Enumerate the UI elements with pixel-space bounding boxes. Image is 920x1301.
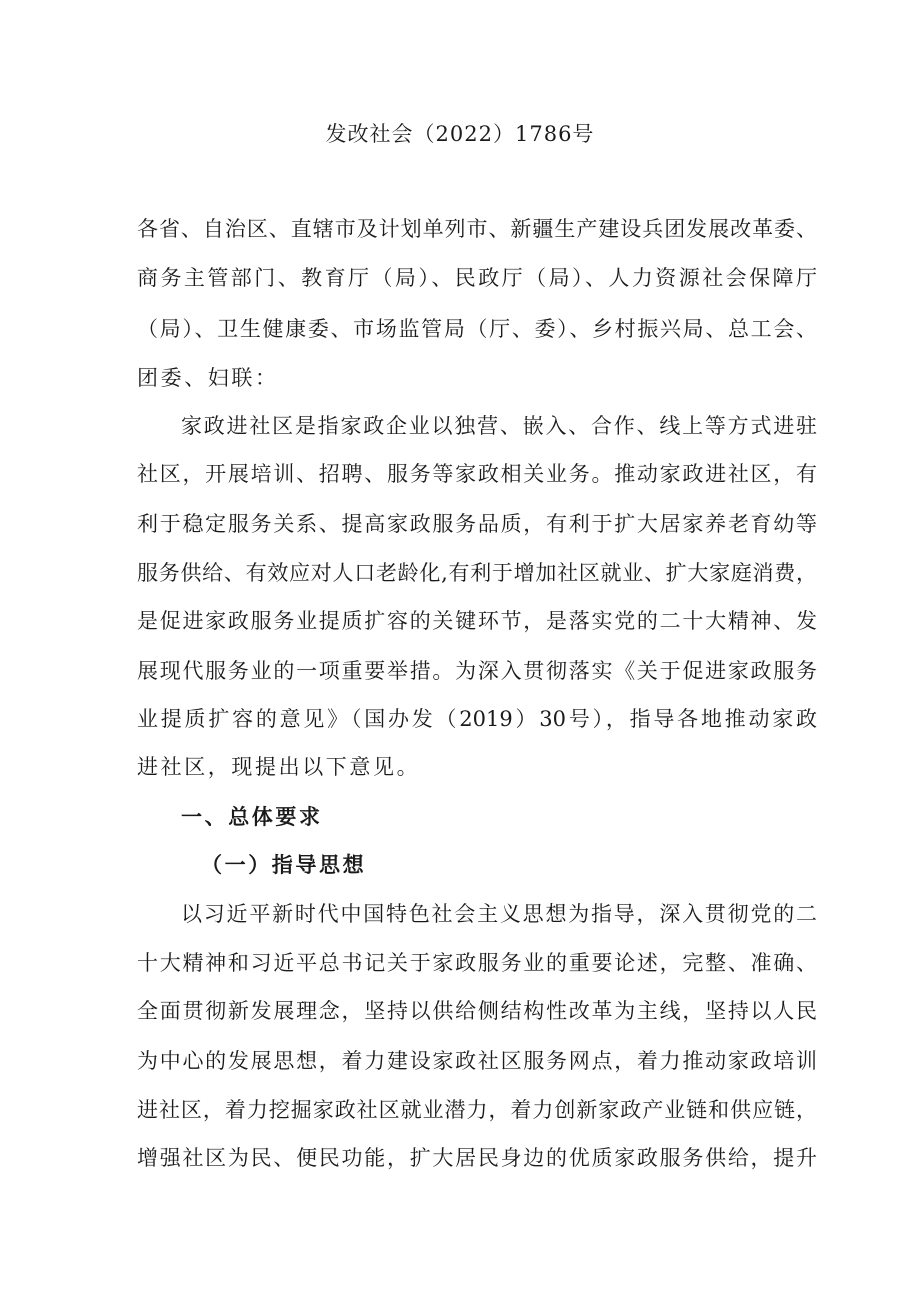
paragraph-line: 利于稳定服务关系、提高家政服务品质，有利于扩大居家养老育幼等 xyxy=(137,512,817,536)
paragraph-line: 为中心的发展思想，着力建设家政社区服务网点，着力推动家政培训 xyxy=(137,1049,817,1073)
paragraph-line: 是促进家政服务业提质扩容的关键环节，是落实党的二十大精神、发 xyxy=(137,609,817,633)
salutation-line-2: 商务主管部门、教育厅（局）、民政厅（局）、人力资源社会保障厅 xyxy=(137,266,817,290)
paragraph-line: 业提质扩容的意见》（国办发（2019）30号），指导各地推动家政 xyxy=(137,707,817,731)
paragraph-line: 家政进社区是指家政企业以独营、嵌入、合作、线上等方式进驻 xyxy=(181,414,817,438)
paragraph-line: 服务供给、有效应对人口老龄化,有利于增加社区就业、扩大家庭消费， xyxy=(137,561,817,585)
paragraph-line: 以习近平新时代中国特色社会主义思想为指导，深入贯彻党的二 xyxy=(181,902,817,926)
salutation-line-1: 各省、自治区、直辖市及计划单列市、新疆生产建设兵团发展改革委、 xyxy=(137,217,817,241)
paragraph-line: 展现代服务业的一项重要举措。为深入贯彻落实《关于促进家政服务 xyxy=(137,659,817,683)
document-number: 发改社会（2022）1786号 xyxy=(325,122,595,146)
salutation-line-3: （局）、卫生健康委、市场监管局（厅、委）、乡村振兴局、总工会、 xyxy=(137,317,817,341)
paragraph-line: 增强社区为民、便民功能，扩大居民身边的优质家政服务供给，提升 xyxy=(137,1146,817,1170)
paragraph-line: 进社区，现提出以下意见。 xyxy=(137,755,421,779)
section-heading: 一、总体要求 xyxy=(181,804,323,829)
paragraph-line: 社区，开展培训、招聘、服务等家政相关业务。推动家政进社区，有 xyxy=(137,462,817,486)
paragraph-line: 进社区，着力挖掘家政社区就业潜力，着力创新家政产业链和供应链， xyxy=(137,1098,817,1122)
subsection-heading: （一）指导思想 xyxy=(201,852,367,877)
salutation-line-4: 团委、妇联： xyxy=(137,366,279,390)
paragraph-line: 十大精神和习近平总书记关于家政服务业的重要论述，完整、准确、 xyxy=(137,951,817,975)
paragraph-line: 全面贯彻新发展理念，坚持以供给侧结构性改革为主线，坚持以人民 xyxy=(137,999,817,1023)
